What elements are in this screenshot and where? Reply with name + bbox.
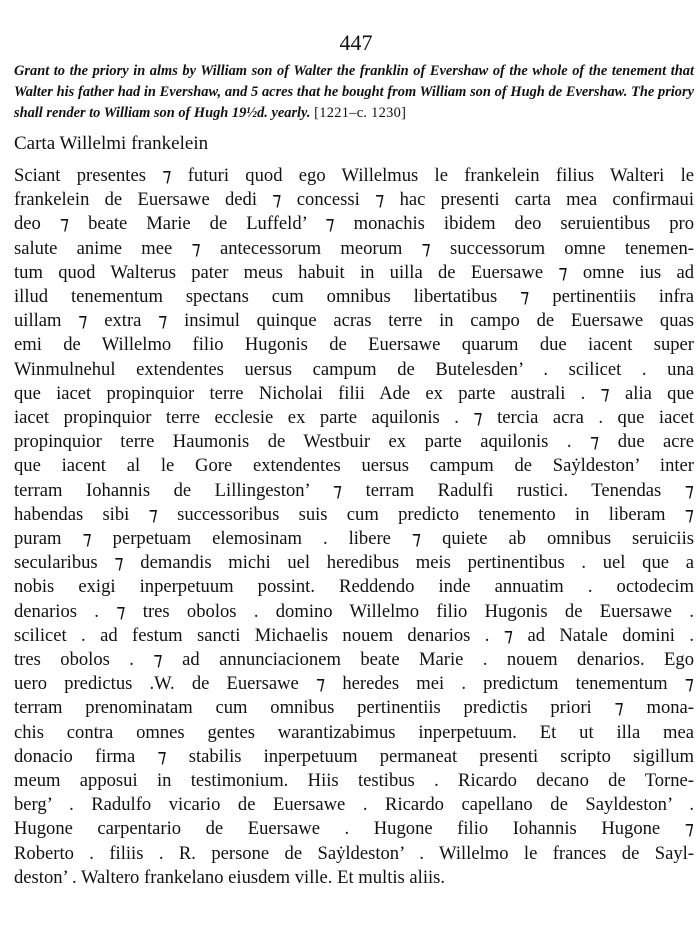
charter-line: Hugone carpentario de Euersawe . Hugone filio Iohannis Hugone ⁊ [14,818,694,840]
charter-abstract [14,61,694,124]
charter-line: secularibus ⁊ demandis michi uel heredibus meis pertinentibus . uel que a [14,552,694,574]
charter-line: Sciant presentes ⁊ futuri quod ego Willelmus le frankelein filius Walteri le [14,165,694,186]
charter-line: terram Iohannis de Lillingeston’ ⁊ terram Radulfi rustici. Tenendas ⁊ [14,479,694,501]
document-page [14,30,694,890]
charter-line: terram prenominatam cum omnibus pertinentiis predictis priori ⁊ mona- [14,697,694,719]
charter-line: uillam ⁊ extra ⁊ insimul quinque acras terre in campo de Euersawe quas [14,310,694,332]
charter-line: berg’ . Radulfo vicario de Euersawe . Ricardo capellano de Sayldeston’ . [14,794,694,816]
charter-line: iacet propinquior terre ecclesie ex parte aquilonis . ⁊ tercia acra . que iacet [14,407,694,429]
charter-line: uero predictus .W. de Euersawe ⁊ heredes mei . predictum tenementum ⁊ [14,673,694,695]
charter-line: deo ⁊ beate Marie de Luffeld’ ⁊ monachis ibidem deo seruientibus pro [14,213,694,235]
page-number: 447 [339,30,373,55]
charter-line: que iacet propinquior terre Nicholai filii Ade ex parte australi . ⁊ alia que [14,382,694,404]
charter-line: denarios . ⁊ tres obolos . domino Willelmo filio Hugonis de Euersawe . [14,600,694,622]
charter-line: salute anime mee ⁊ antecessorum meorum ⁊ successorum omne tenemen- [14,237,694,259]
charter-line: meum apposui in testimonium. Hiis testibus . Ricardo decano de Torne- [14,770,694,792]
charter-line: frankelein de Euersawe dedi ⁊ concessi ⁊ hac presenti carta mea confirmaui [14,189,694,211]
charter-text [14,164,694,890]
charter-line: habendas sibi ⁊ successoribus suis cum predicto tenemento in liberam ⁊ [14,503,694,525]
charter-line: donacio firma ⁊ stabilis inperpetuum permaneat presenti scripto sigillum [14,745,694,767]
charter-line: illud tenementum spectans cum omnibus libertatibus ⁊ pertinentiis infra [14,286,694,308]
charter-line: emi de Willelmo filio Hugonis de Euersawe quarum due iacent super [14,334,694,356]
charter-line: tres obolos . ⁊ ad annunciacionem beate Marie . nouem denarios. Ego [14,649,694,671]
charter-line: tum quod Walterus pater meus habuit in uilla de Euersawe ⁊ omne ius ad [14,261,694,283]
charter-line: nobis exigi inperpetuum possint. Reddendo inde annuatim . octodecim [14,576,694,598]
charter-line: deston’ . Waltero frankelano eiusdem ville. Et multis aliis. [14,866,446,888]
charter-line: puram ⁊ perpetuam elemosinam . libere ⁊ quiete ab omnibus seruiciis [14,528,694,550]
charter-line: que iacent al le Gore extendentes uersus campum de Saẏldeston’ inter [14,455,694,477]
charter-line: propinquior terre Haumonis de Westbuir ex parte aquilonis . ⁊ due acre [14,431,694,453]
abstract-date: [1221–c. 1230] [314,105,407,121]
charter-line: chis contra omnes gentes warantizabimus inperpetuum. Et ut illa mea [14,721,694,743]
charter-line: Winmulnehul extendentes uersus campum de Butelesden’ . scilicet . una [14,358,694,380]
charter-line: scilicet . ad festum sancti Michaelis nouem denarios . ⁊ ad Natale domini . [14,624,694,646]
charter-title: Carta Willelmi frankelein [14,133,209,154]
charter-line: Roberto . filiis . R. persone de Saẏldeston’ . Willelmo le frances de Sayl- [14,842,694,864]
abstract-text: Grant to the priory in alms by William son of Walter the franklin of Evershaw of the whole of the tenement that Walter his father had in Evershaw, and 5 acres that he bought from William son of Hugh de Evershaw. The priory shall render to William son of Hugh 19½d. yearly. [14,63,694,121]
